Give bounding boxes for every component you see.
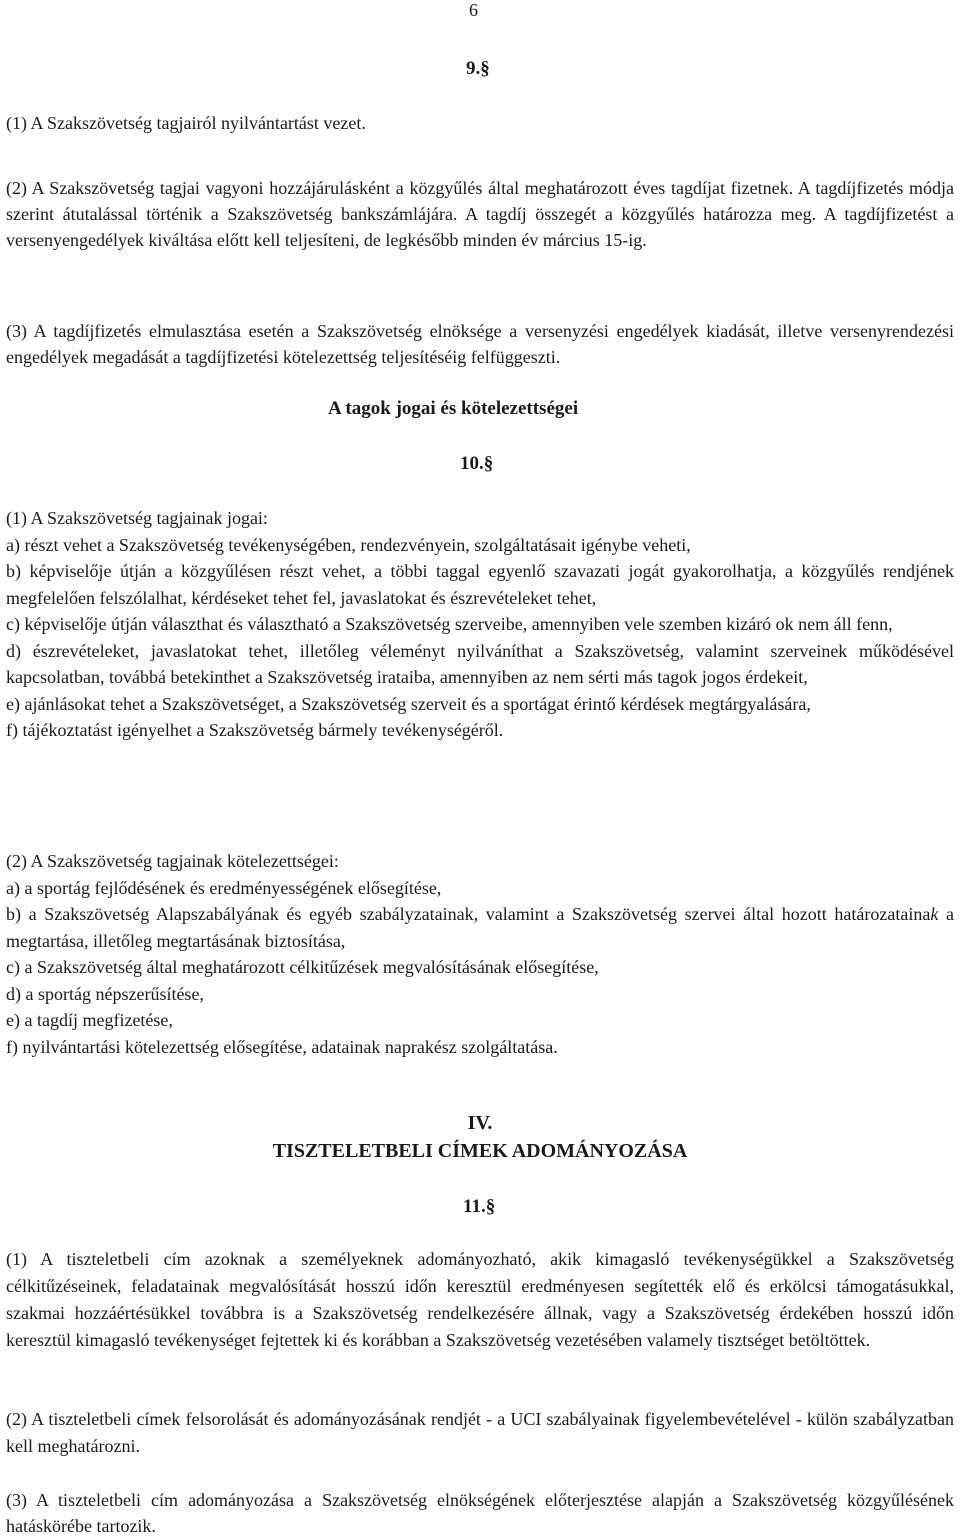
rights-item: d) észrevételeket, javaslatokat tehet, illetőleg véleményt nyilváníthat a Szakszövetség, valamint szerveinek működésével kapcsolatban, továbbá betekinthet a Szakszövetség irataiba, amennyiben az nem sérti más tagok jogos érdekeit, (6, 640, 954, 687)
paragraph-9-2: (2) A Szakszövetség tagjai vagyoni hozzájárulásként a közgyűlés által meghatározott éves tagdíjat fizetnek. A tagdíjfizetés módja szerint átutalással történik a Szakszövetség bankszámlájára. A tagdíj összegét a közgyűlés határozza meg. A tagdíjfizetést a versenyengedélyek kiváltása előtt kell teljesíteni, de legkésőbb minden év március 15-ig. (6, 178, 954, 250)
paragraph-9-1: (1) A Szakszövetség tagjairól nyilvántartást vezet. (6, 113, 366, 133)
duties-item-b-italic: k (930, 904, 939, 924)
duties-item-e: e) a tagdíj megfizetése, (6, 1010, 173, 1030)
duties-item-b-text-end: a megtartása, illetőleg megtartásának biztosítása, (6, 904, 954, 951)
rights-list (6, 505, 954, 744)
chapter-number: IV. (467, 1112, 493, 1134)
duties-item-a: a) a sportág fejlődésének és eredményességének elősegítése, (6, 877, 442, 898)
rights-item: e) ajánlásokat tehet a Szakszövetséget, a Szakszövetség szerveit és a sportágat érintő kérdések megtárgyalására, (6, 693, 811, 714)
duties-intro: (2) A Szakszövetség tagjainak kötelezettségei: (6, 851, 339, 871)
paragraph-11-2: (2) A tiszteletbeli címek felsorolását és adományozásának rendjét - a UCI szabályainak figyelembevételével - külön szabályzatban kell meghatározni. (6, 1409, 954, 1456)
duties-item-d: d) a sportág népszerűsítése, (6, 983, 204, 1004)
paragraph-11-3: (3) A tiszteletbeli cím adományozása a Szakszövetség elnökségének előterjesztése alapján a Szakszövetség közgyűlésének hatáskörébe tartozik. (6, 1490, 954, 1536)
duties-item-c: c) a Szakszövetség által meghatározott célkitűzések megvalósításának elősegítése, (6, 957, 599, 977)
duties-list (6, 848, 954, 1060)
duties-item-b (6, 901, 954, 954)
rights-item: f) tájékoztatást igényelhet a Szakszövetség bármely tevékenységéről. (6, 720, 504, 740)
page-number: 6 (469, 0, 478, 20)
section-11-heading: 11.§ (463, 1196, 496, 1217)
rights-item: c) képviselője útján választhat és választható a Szakszövetség szerveibe, amennyiben vele szemben kizáró ok nem áll fenn, (6, 614, 893, 634)
rights-item: a) részt vehet a Szakszövetség tevékenységében, rendezvényein, szolgáltatásait igénybe veheti, (6, 534, 691, 555)
paragraph-11-1: (1) A tiszteletbeli cím azoknak a személyeknek adományozható, akik kimagasló tevékenységükkel a Szakszövetség célkitűzéseinek, feladatainak megvalósítását hosszú időn keresztül eredményesen segítették elő és erkölcsi támogatásukkal, szakmai hozzáértésükkel továbbra is a Szakszövetség rendelkezésére állnak, vagy a Szakszövetség érdekében hosszú időn keresztül kimagasló tevékenységet fejtettek ki és korábban a Szakszövetség vezetésében valamely tisztséget betöltöttek. (6, 1249, 954, 1350)
rights-intro: (1) A Szakszövetség tagjainak jogai: (6, 508, 268, 528)
section-10-heading: 10.§ (460, 453, 494, 474)
members-rights-heading: A tagok jogai és kötelezettségei (328, 398, 579, 419)
paragraph-9-3: (3) A tagdíjfizetés elmulasztása esetén a Szakszövetség elnöksége a versenyzési engedélyek kiadását, illetve versenyrendezési engedélyek megadását a tagdíjfizetési kötelezettség teljesítéséig felfüggeszti. (6, 321, 954, 367)
chapter-title: TISZTELETBELI CÍMEK ADOMÁNYOZÁSA (272, 1140, 688, 1162)
rights-item: b) képviselője útján a közgyűlésen részt vehet, a többi taggal egyenlő szavazati jogát gyakorolhatja, a közgyűlés rendjének megfelelően felszólalhat, kérdéseket tehet fel, javaslatokat és észrevételeket tehet, (6, 561, 954, 608)
section-9-heading: 9.§ (466, 58, 490, 79)
duties-item-f: f) nyilvántartási kötelezettség elősegítése, adatainak naprakész szolgáltatása. (6, 1036, 558, 1057)
duties-item-b-text: b) a Szakszövetség Alapszabályának és egyéb szabályzatainak, valamint a Szakszövetség szervei által hozott határozataina (6, 904, 931, 924)
